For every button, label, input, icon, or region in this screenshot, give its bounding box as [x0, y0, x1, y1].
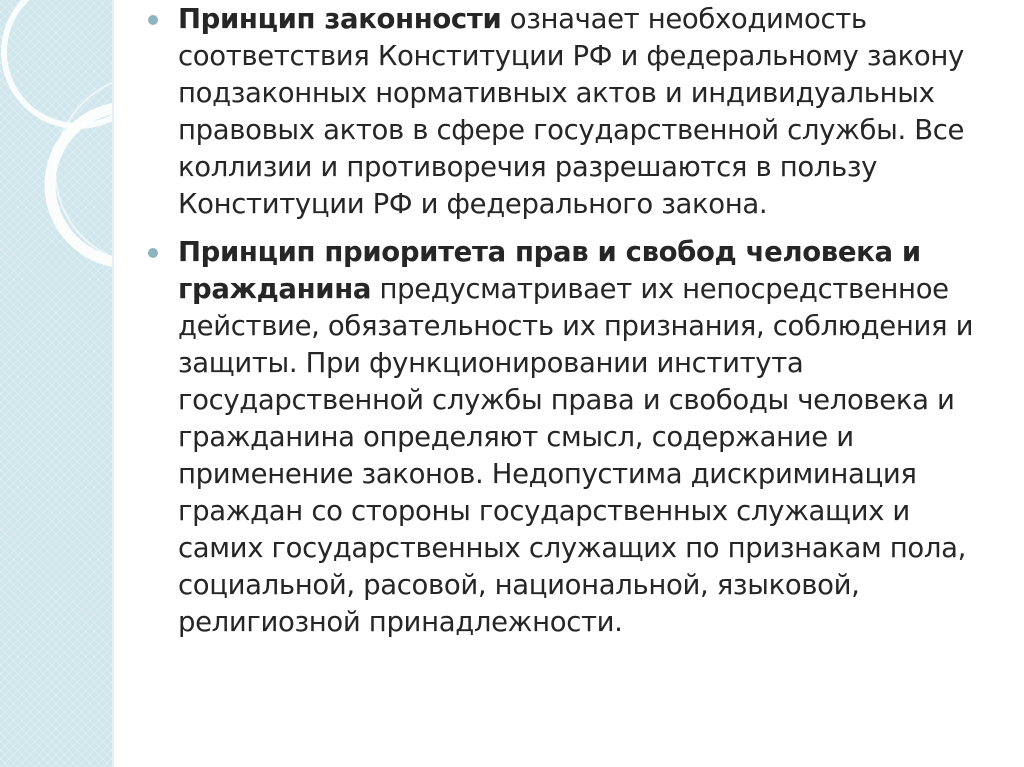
bullet-item-legality [148, 1, 998, 222]
bullet-icon [148, 15, 158, 25]
decorative-circles [0, 0, 112, 767]
bullet-item-rights-priority [148, 234, 998, 640]
panel-divider [112, 0, 114, 767]
slide-content [148, 0, 998, 640]
decorative-side-panel [0, 0, 112, 767]
bullet-text: предусматривает их непосредственное действие, обязательность их признания, соблюдения и защиты. При функционировании института государственной службы права и свободы человека и гражданина определяют смысл, содержание и применение законов. Недопустима дискриминация граждан со стороны государственных служащих и самих государственных служащих по признакам пола, социальной, расовой, национальной, языковой, религиозной принадлежности. [178, 273, 974, 638]
bullet-text: означает необходимость соответствия Конституции РФ и федеральному закону подзаконных нормативных актов и индивидуальных правовых актов в сфере государственной службы. Все коллизии и противоречия разрешаются в пользу Конституции РФ и федерального закона. [178, 3, 965, 220]
bullet-icon [148, 248, 158, 258]
bullet-term: Принцип законности [178, 3, 502, 35]
bullet-term: Принцип приоритета прав и свобод человека и гражданина [178, 236, 921, 306]
